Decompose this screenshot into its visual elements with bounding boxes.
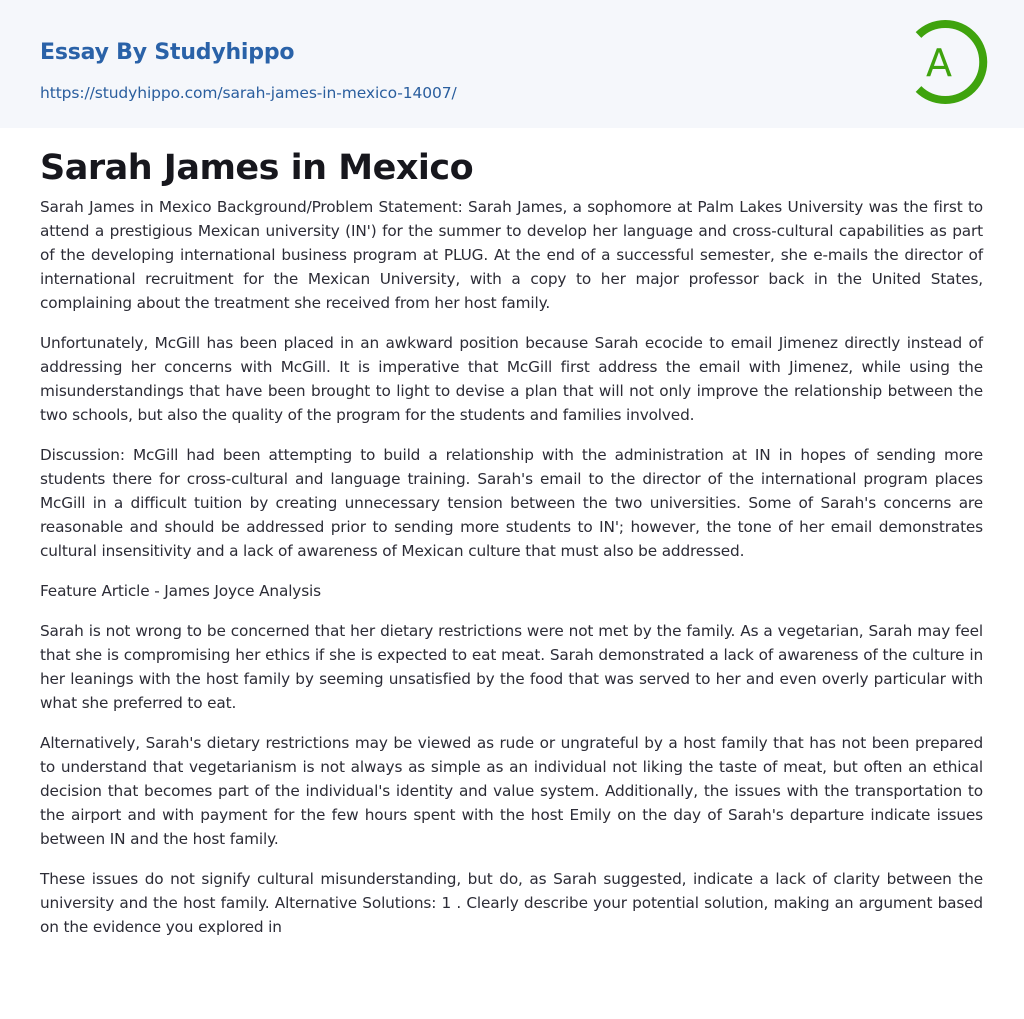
studyhippo-logo-icon[interactable]: [908, 18, 988, 106]
article-paragraph: Discussion: McGill had been attempting to build a relationship with the administration at IN in hopes of sending more students there for cross-cultural and language training. Sarah's email to the director of the international program places McGill in a difficult tuition by creating unnecessary tension between the two universities. Some of Sarah's concerns are reasonable and should be addressed prior to sending more students to IN'; however, the tone of her email demonstrates cultural insensitivity and a lack of awareness of Mexican culture that must also be addressed.: [40, 446, 983, 560]
site-header: [0, 0, 1024, 128]
article-paragraph: Unfortunately, McGill has been placed in an awkward position because Sarah ecocide to email Jimenez directly instead of addressing her concerns with McGill. It is imperative that McGill first address the email with Jimenez, while using the misunderstandings that have been brought to light to devise a plan that will not only improve the relationship between the two schools, but also the quality of the program for the students and families involved.: [40, 334, 983, 424]
page-title: Sarah James in Mexico: [40, 148, 474, 188]
article-paragraph: Alternatively, Sarah's dietary restrictions may be viewed as rude or ungrateful by a host family that has not been prepared to understand that vegetarianism is not always as simple as an individual not liking the taste of meat, but often an ethical decision that becomes part of the individual's identity and value system. Additionally, the issues with the transportation to the airport and with payment for the few hours spent with the host Emily on the day of Sarah's departure indicate issues between IN and the host family.: [40, 734, 983, 848]
brand-title: Essay By Studyhippo: [40, 40, 295, 65]
article-paragraph: These issues do not signify cultural misunderstanding, but do, as Sarah suggested, indicate a lack of clarity between the university and the host family. Alternative Solutions: 1 . Clearly describe your potential solution, making an argument based on the evidence you explored in: [40, 870, 983, 936]
article: [40, 143, 983, 955]
article-paragraph: Sarah is not wrong to be concerned that her dietary restrictions were not met by the family. As a vegetarian, Sarah may feel that she is compromising her ethics if she is expected to eat meat. Sarah demonstrated a lack of awareness of the culture in her leanings with the host family by seeming unsatisfied by the food that was served to her and even overly particular with what she preferred to eat.: [40, 622, 983, 712]
source-url-link[interactable]: https://studyhippo.com/sarah-james-in-mexico-14007/: [40, 84, 457, 102]
article-paragraph: Sarah James in Mexico Background/Problem Statement: Sarah James, a sophomore at Palm Lakes University was the first to attend a prestigious Mexican university (IN') for the summer to develop her language and cross-cultural capabilities as part of the developing international business program at PLUG. At the end of a successful semester, she e-mails the director of international recruitment for the Mexican University, with a copy to her major professor back in the United States, complaining about the treatment she received from her host family.: [40, 198, 983, 312]
logo-letter: A: [926, 41, 952, 85]
related-article-link[interactable]: Feature Article - James Joyce Analysis: [40, 582, 321, 600]
